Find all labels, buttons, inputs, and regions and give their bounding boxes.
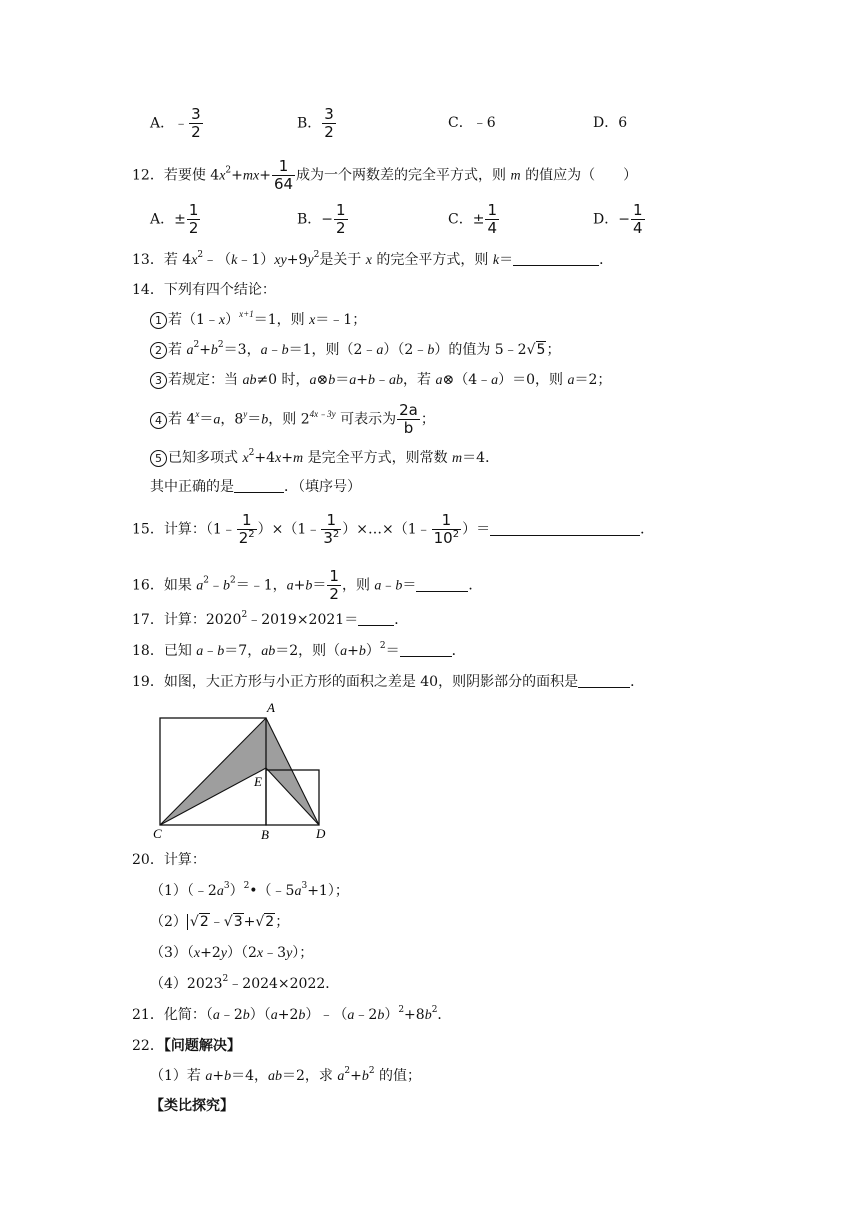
q20-part-2: （2） √2﹣√3+√2； [150, 914, 290, 930]
q22-heading: 22．【问题解决】 [132, 1038, 241, 1054]
q19-answer-blank[interactable] [578, 673, 630, 688]
q22-part-1: （1）若 a+b＝4，ab＝2，求 $a^2+b^2$ 的值； [150, 1066, 422, 1084]
q11-option-c: C．﹣6 [448, 115, 496, 131]
q11-option-b: B． $\frac{3}{2}$ [297, 105, 334, 141]
q14-conclusion-prompt: 其中正确的是 ．（填序号） [150, 479, 361, 495]
q17-answer-blank[interactable] [358, 611, 394, 626]
q20-part-3: （3）（x+2y）（2x﹣3y）； [150, 945, 314, 961]
q14-conclusion-5: 5 已知多项式 $x^2+4x+m$ 是完全平方式，则常数 m＝4． [150, 448, 499, 469]
label-e: E [254, 774, 262, 789]
q14-conclusion-4: 4 若 $4^x=a$，$8^y=b$，则 $2^{4x﹣3y}$ 可表示为 $\frac{2a}{b}$ ； [150, 402, 435, 437]
q12-option-b: B．− $\frac{1}{2}$ [297, 201, 346, 237]
label-d: D [316, 826, 326, 841]
label-c: C [153, 826, 162, 841]
q12-option-d: D．− $\frac{1}{4}$ [593, 201, 643, 237]
label-b: B [261, 827, 269, 842]
q15-stem: 15．计算：（1﹣ $\frac{1}{2^2}$ ）×（1﹣ $\frac{1}{3^2}$ ）×…×（1﹣ $\frac{1}{10^2}$ ）＝ ． [132, 511, 655, 547]
q20-part-4: $(4)2023^2﹣2024\times 2022$． [150, 974, 340, 992]
q14-conclusion-3: 3 若规定：当 ab≠0 时，a⊗b＝a+b﹣ab，若 a⊗（4﹣a）＝0，则 a＝2； [150, 370, 611, 391]
q12-option-a: A．± $\frac{1}{2}$ [150, 201, 199, 237]
q19-stem: 19．如图，大正方形与小正方形的面积之差是 40，则阴影部分的面积是 ． [132, 674, 645, 690]
q21-stem: 21．化简：$(a﹣2b)(a+2b)﹣(a﹣2b)^2+8b^2$． [132, 1005, 452, 1023]
q16-answer-blank[interactable] [416, 577, 468, 592]
label-a: A [267, 700, 275, 715]
q12-stem: 12．若要使 $4x^2+mx+$ $\frac{1}{64}$ 成为一个两数差的完全平方式，则 m 的值应为（ ） [132, 157, 638, 193]
q16-stem: 16．如果 $a^2﹣b^2=﹣1$，a+b＝ $\frac{1}{2}$ ，则 a﹣b＝ ． [132, 567, 483, 603]
q20-intro: 20．计算： [132, 852, 206, 868]
q15-answer-blank[interactable] [490, 521, 640, 536]
q20-part-1: $(1)(﹣2a^3)^2•(﹣5a^3+1)$； [150, 881, 349, 899]
q11-option-a: A．﹣ $\frac{3}{2}$ [150, 105, 201, 141]
q18-answer-blank[interactable] [400, 642, 452, 657]
q17-stem: 17．计算：$2020^2﹣2019\times 2021=$ ． [132, 610, 409, 628]
q22-heading-2: 【类比探究】 [150, 1098, 234, 1114]
squares-figure [150, 698, 340, 843]
q14-conclusion-2: 2 若 $a^2+b^2=3$，a﹣b＝1，则（2﹣a）（2﹣b）的值为 5﹣2√5； [150, 340, 560, 361]
q14-intro: 14．下列有四个结论： [132, 282, 276, 298]
q14-conclusion-1: 1 若（1﹣x）$^{x+1}$＝1，则 x＝﹣1； [150, 310, 366, 331]
q14-answer-blank[interactable] [234, 478, 284, 493]
q12-option-c: C．± $\frac{1}{4}$ [448, 201, 497, 237]
q18-stem: 18．已知 a﹣b＝7，ab＝2，则$(a+b)^2=$ ． [132, 641, 466, 659]
q13-stem: 13．若 $4x^2﹣(k﹣1)xy+9y^2$是关于 x 的完全平方式，则 k＝ ． [132, 250, 614, 268]
q11-option-d: D．6 [593, 115, 628, 131]
q13-answer-blank[interactable] [513, 251, 599, 266]
